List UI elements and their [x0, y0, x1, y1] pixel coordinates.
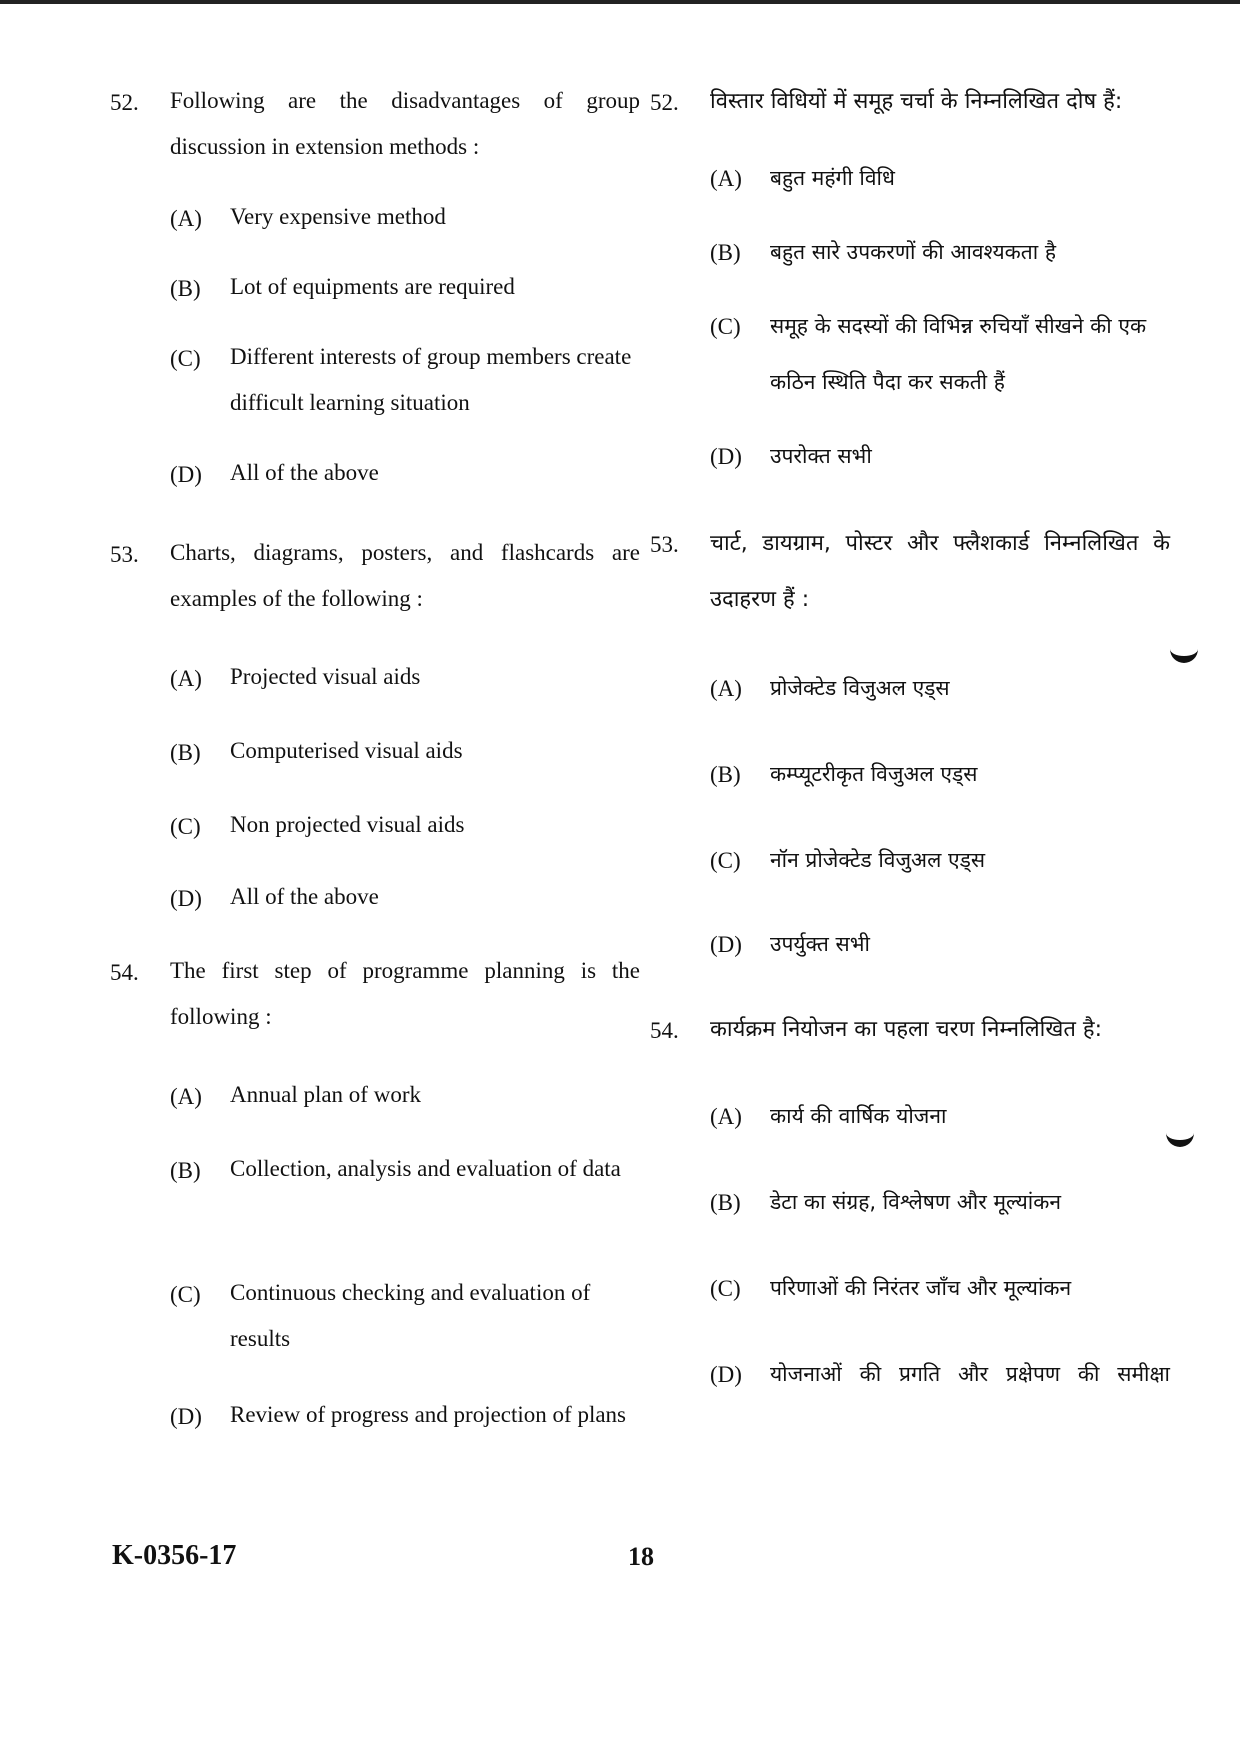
option-label: (A) — [170, 666, 202, 691]
option-label: (D) — [170, 462, 202, 487]
option-text: Lot of equipments are required — [230, 274, 515, 299]
option-text: बहुत सारे उपकरणों की आवश्यकता है — [770, 240, 1056, 264]
option-label: (C) — [710, 314, 741, 339]
option-label: (C) — [710, 1276, 741, 1301]
question-number: 52. — [110, 90, 139, 115]
option-text: डेटा का संग्रह, विश्लेषण और मूल्यांकन — [770, 1190, 1062, 1214]
handwritten-tick-mark — [1166, 1124, 1194, 1147]
option-text: Projected visual aids — [230, 664, 421, 689]
option-text: Collection, analysis and evaluation of data — [230, 1156, 621, 1181]
option-label: (C) — [170, 346, 201, 371]
question-text: Charts, diagrams, posters, and flashcards are examples of the following : — [170, 540, 640, 611]
option-text: Computerised visual aids — [230, 738, 463, 763]
option-label: (D) — [170, 886, 202, 911]
option-label: (C) — [170, 1282, 201, 1307]
option-label: (C) — [710, 848, 741, 873]
page-number: 18 — [628, 1542, 654, 1571]
option-text: बहुत महंगी विधि — [770, 166, 895, 190]
option-text: All of the above — [230, 460, 379, 485]
option-text: कम्प्यूटरीकृत विजुअल एड्स — [770, 762, 978, 786]
option-text: All of the above — [230, 884, 379, 909]
question-number: 53. — [110, 542, 139, 567]
option-label: (A) — [170, 206, 202, 231]
option-label: (B) — [710, 762, 741, 787]
option-text: उपर्युक्त सभी — [770, 932, 870, 956]
option-label: (A) — [170, 1084, 202, 1109]
option-text: Very expensive method — [230, 204, 446, 229]
option-label: (D) — [710, 444, 742, 469]
option-text: कार्य की वार्षिक योजना — [770, 1104, 947, 1128]
option-text: नॉन प्रोजेक्टेड विजुअल एड्स — [770, 848, 986, 872]
option-label: (B) — [710, 240, 741, 265]
question-text: Following are the disadvantages of group discussion in extension methods : — [170, 88, 640, 159]
option-text: Continuous checking and evaluation of results — [230, 1280, 591, 1351]
option-label: (B) — [170, 740, 201, 765]
option-label: (D) — [710, 1362, 742, 1387]
question-number: 54. — [110, 960, 139, 985]
option-text: योजनाओं की प्रगति और प्रक्षेपण की समीक्षा — [770, 1362, 1170, 1386]
option-text: Different interests of group members create difficult learning situation — [230, 344, 632, 415]
option-text: समूह के सदस्यों की विभिन्न रुचियाँ सीखने की एक कठिन स्थिति पैदा कर सकती हैं — [770, 314, 1147, 394]
paper-code: K-0356-17 — [112, 1540, 237, 1571]
option-text: उपरोक्त सभी — [770, 444, 872, 468]
top-border-line — [0, 0, 1240, 4]
option-text: Review of progress and projection of plans — [230, 1402, 627, 1427]
question-text: The first step of programme planning is the following : — [170, 958, 640, 1029]
option-text: Non projected visual aids — [230, 812, 465, 837]
option-label: (A) — [710, 1104, 742, 1129]
question-number: 52. — [650, 90, 679, 115]
question-text: कार्यक्रम नियोजन का पहला चरण निम्नलिखित है: — [710, 1017, 1103, 1042]
option-label: (C) — [170, 814, 201, 839]
option-label: (A) — [710, 166, 742, 191]
option-text: प्रोजेक्टेड विजुअल एड्स — [770, 676, 950, 700]
question-number: 53. — [650, 532, 679, 557]
option-label: (A) — [710, 676, 742, 701]
option-text: परिणाओं की निरंतर जाँच और मूल्यांकन — [770, 1276, 1072, 1300]
option-text: Annual plan of work — [230, 1082, 421, 1107]
option-label: (B) — [170, 276, 201, 301]
option-label: (D) — [170, 1404, 202, 1429]
option-label: (B) — [170, 1158, 201, 1183]
option-label: (B) — [710, 1190, 741, 1215]
handwritten-tick-mark — [1170, 640, 1198, 663]
question-text: विस्तार विधियों में समूह चर्चा के निम्नलिखित दोष हैं: — [710, 89, 1123, 114]
option-label: (D) — [710, 932, 742, 957]
question-number: 54. — [650, 1018, 679, 1043]
question-text: चार्ट, डायग्राम, पोस्टर और फ्लैशकार्ड निम्नलिखित के उदाहरण हैं : — [710, 531, 1170, 612]
